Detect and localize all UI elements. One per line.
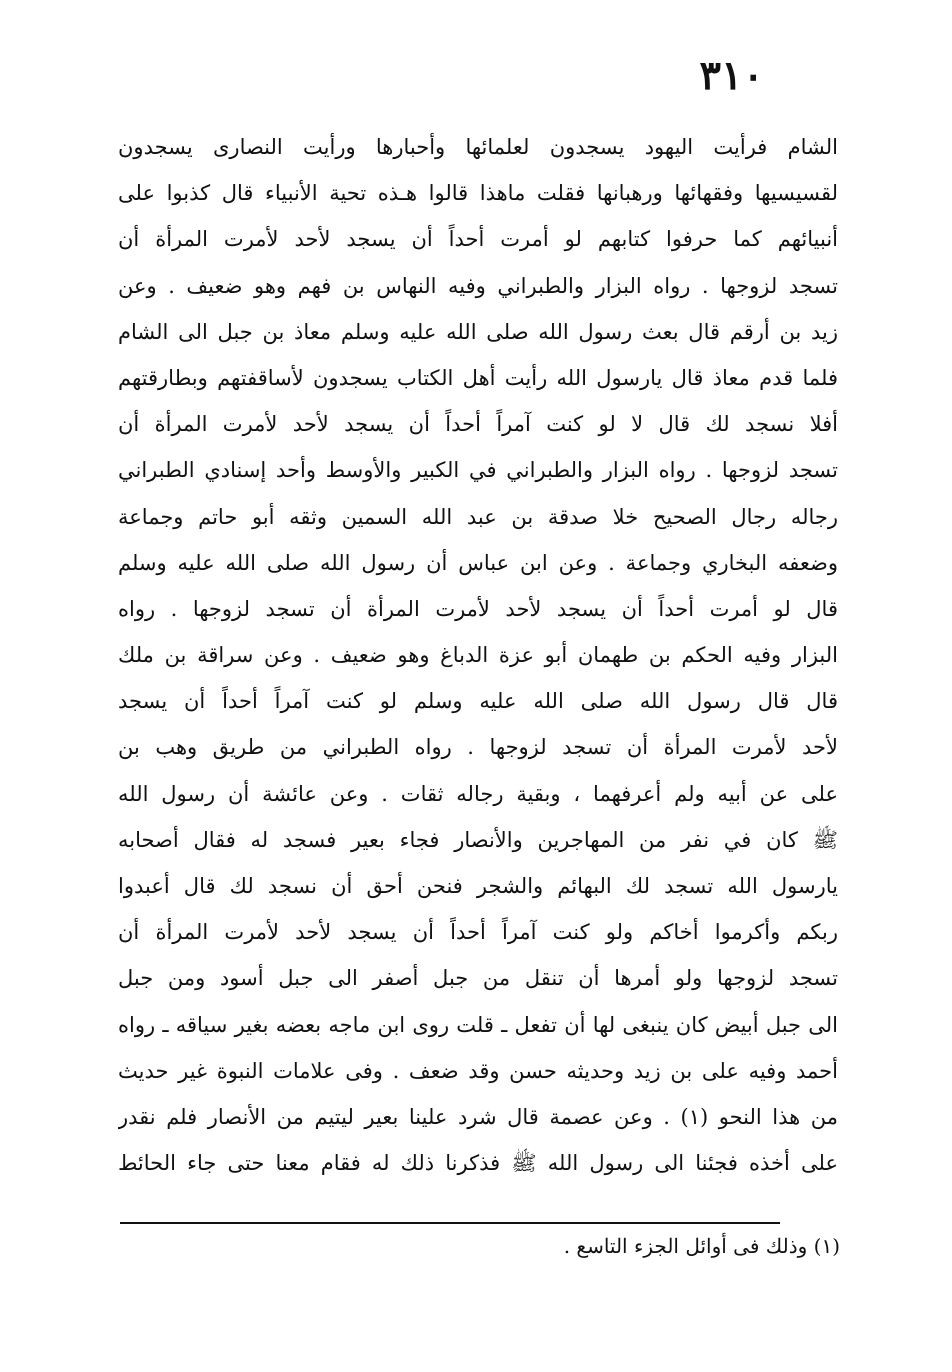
text-line: تسجد لزوجها . رواه البزار والطبراني في الكبير والأوسط وأحد إسنادي الطبراني [118, 458, 838, 483]
text-line: تسجد لزوجها . رواه البزار والطبراني وفيه النهاس بن فهم وهو ضعيف . وعن [118, 273, 838, 298]
text-line: أفلا نسجد لك قال لا لو كنت آمراً أحداً أن يسجد لأحد لأمرت المرأة أن [118, 412, 838, 437]
page-number: ٣١٠ [699, 52, 764, 99]
text-line: لأحد لأمرت المرأة أن تسجد لزوجها . رواه الطبراني من طريق وهب بن [118, 735, 838, 760]
text-line: البزار وفيه الحكم بن طهمان أبو عزة الدباغ وهو ضعيف . وعن سراقة بن ملك [118, 643, 838, 668]
text-line: ربكم وأكرموا أخاكم ولو كنت آمراً أحداً أن يسجد لأحد لأمرت المرأة أن [118, 920, 838, 945]
footnote-divider [120, 1222, 780, 1224]
text-line: لقسيسيها وفقهائها ورهبانها فقلت ماهذا قالوا هـذه تحية الأنبياء قال كذبوا على [118, 181, 838, 206]
text-line: يارسول الله تسجد لك البهائم والشجر فنحن أحق أن نسجد لك قال أعبدوا [118, 874, 838, 898]
text-line: على عن أبيه ولم أعرفهما ، وبقية رجاله ثقات . وعن عائشة أن رسول الله [118, 781, 838, 806]
text-line: على أخذه فجئنا الى رسول الله ﷺ فذكرنا ذلك له فقام معنا حتى جاء الحائط [118, 1151, 838, 1176]
text-line: زيد بن أرقم قال بعث رسول الله صلى الله عليه وسلم معاذ بن جبل الى الشام [118, 319, 838, 344]
text-line: الى جبل أبيض كان ينبغى لها أن تفعل ـ قلت روى ابن ماجه بعضه بغير سياقه ـ رواه [118, 1012, 838, 1037]
text-line: فلما قدم معاذ قال يارسول الله رأيت أهل الكتاب يسجدون لأساقفتهم وبطارقتهم [118, 365, 838, 390]
text-line: من هذا النحو (١) . وعن عصمة قال شرد علينا بعير ليتيم من الأنصار فلم نقدر [118, 1104, 838, 1129]
text-line: وضعفه البخاري وجماعة . وعن ابن عباس أن رسول الله صلى الله عليه وسلم [118, 550, 838, 575]
text-line: رجاله رجال الصحيح خلا صدقة بن عبد الله السمين وثقه أبو حاتم وجماعة [118, 504, 838, 529]
text-line: أنبيائهم كما حرفوا كتابهم لو أمرت أحداً أن يسجد لأحد لأمرت المرأة أن [118, 227, 838, 252]
text-line: أحمد وفيه على بن زيد وحديثه حسن وقد ضعف . وفى علامات النبوة غير حديث [118, 1058, 838, 1083]
text-line: تسجد لزوجها ولو أمرها أن تنقل من جبل أصفر الى جبل أسود ومن جبل [118, 966, 838, 991]
text-line: قال لو أمرت أحداً أن يسجد لأحد لأمرت المرأة أن تسجد لزوجها . رواه [118, 596, 838, 621]
text-line: قال قال رسول الله صلى الله عليه وسلم لو كنت آمراً أحداً أن يسجد [118, 689, 838, 714]
main-text [118, 124, 838, 1186]
text-line: ﷺ كان في نفر من المهاجرين والأنصار فجاء بعير فسجد له فقال أصحابه [118, 827, 838, 852]
text-line: الشام فرأيت اليهود يسجدون لعلمائها وأحبارها ورأيت النصارى يسجدون [118, 135, 838, 159]
footnote: (١) وذلك فى أوائل الجزء التاسع . [563, 1234, 840, 1258]
